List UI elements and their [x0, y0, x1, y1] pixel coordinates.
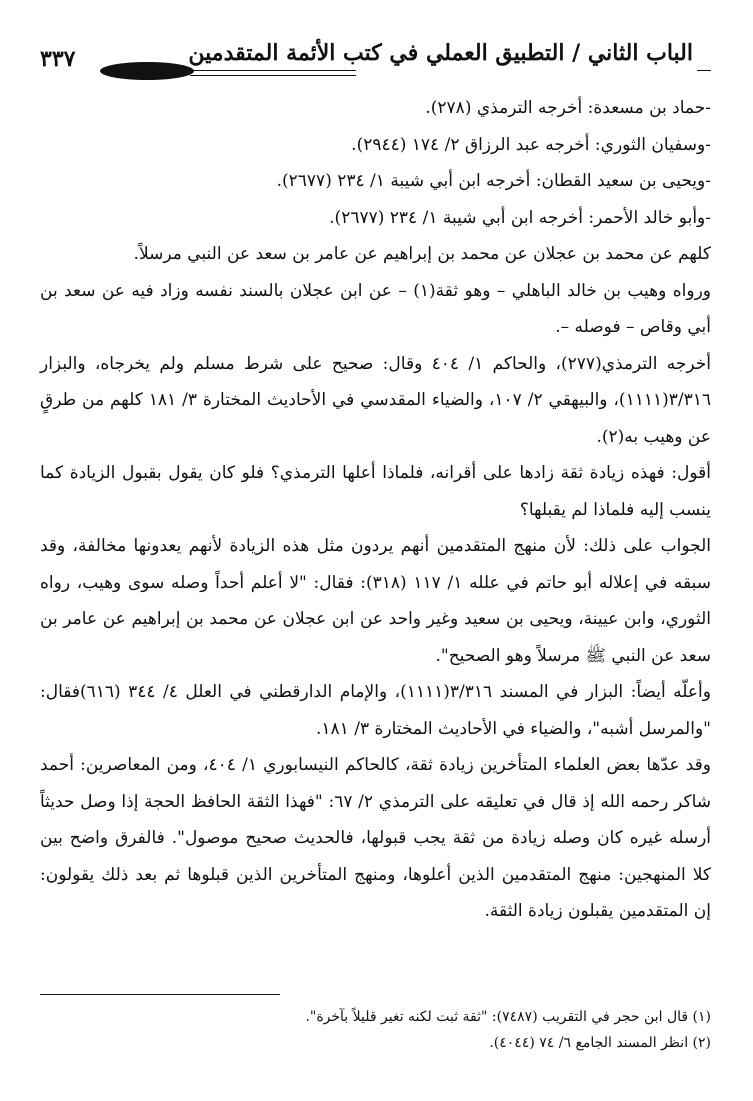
page-number: ٣٣٧: [40, 46, 76, 72]
header-ornament: [100, 62, 194, 80]
bullet-abu-khalid: -وأبو خالد الأحمر: أخرجه ابن أبي شيبة ١/ ٢٣٤ (٢٦٧٧).: [329, 207, 711, 228]
running-header: [40, 40, 711, 88]
paragraph-also-flagged: وأعلّه أيضاً: البزار في المسند ٣/٣١٦(١١١١)، والإمام الدارقطني في العلل ٤/ ٣٤٤ (٦١٦)فقال: "والمرسل أشبه"، والضياء في الأحاديث المختارة ٣/ ١٨١.: [40, 682, 711, 739]
header-rule-right: [697, 70, 711, 71]
main-text: [40, 90, 711, 930]
header-title: الباب الثاني / التطبيق العملي في كتب الأئمة المتقدمين: [188, 40, 693, 66]
bullet-yahya: -ويحيى بن سعيد القطان: أخرجه ابن أبي شيبة ١/ ٢٣٤ (٢٦٧٧).: [276, 171, 711, 191]
book-page: [40, 0, 711, 1101]
footnotes: [40, 1004, 711, 1056]
paragraph-later-scholars: وقد عدّها بعض العلماء المتأخرين زيادة ثقة، كالحاكم النيسابوري ١/ ٤٠٤، ومن المعاصرين: أحمد شاكر رحمه الله إذ قال في تعليقه على الترمذي ٢/ ٦٧: "فهذا الثقة الحافظ الحجة إذا وصل حديثاً أرسله غيره كان وصله زيادة من ثقة يجب قبولها، فالحديث صحيح موصول". فالفرق واضح بين كلا المنهجين: منهج المتقدمين الذين أعلوها، ومنهج المتأخرين الذين قبلوها ثم بعد ذلك يقولون: إن المتقدمين يقبلون زيادة الثقة.: [40, 755, 712, 921]
bullet-sufyan: -وسفيان الثوري: أخرجه عبد الرزاق ٢/ ١٧٤ (٢٩٤٤).: [351, 134, 711, 155]
paragraph-wuhayb: ورواه وهيب بن خالد الباهلي – وهو ثقة(١) – عن ابن عجلان بالسند نفسه وزاد فيه عن سعد بن أبي وقاص – فوصله –.: [40, 280, 711, 337]
footnote-1: (١) قال ابن حجر في التقريب (٧٤٨٧): "ثقة ثبت لكنه تغير قليلاً بآخرة".: [305, 1009, 711, 1025]
footnote-2: (٢) انظر المسند الجامع ٦/ ٧٤ (٤٠٤٤).: [489, 1035, 711, 1051]
paragraph-all-of-them: كلهم عن محمد بن عجلان عن محمد بن إبراهيم عن عامر بن سعد عن النبي مرسلاً.: [133, 244, 711, 264]
footnote-separator: [40, 994, 280, 995]
paragraph-answer: الجواب على ذلك: لأن منهج المتقدمين أنهم يردون مثل هذه الزيادة لأنهم يعدونها مخالفة، وقد سبقه في إعلاله أبو حاتم في علله ١/ ١١٧ (٣١٨): فقال: "لا أعلم أحداً وصله سوى وهيب، رواه الثوري، وابن عيينة، ويحيى بن سعيد وغير واحد عن ابن عجلان عن محمد بن إبراهيم عن عامر بن سعد عن النبي ﷺ مرسلاً وهو الصحيح".: [40, 536, 712, 666]
paragraph-aqul: أقول: فهذه زيادة ثقة زادها على أقرانه، فلماذا أعلها الترمذي؟ فلو كان يقول بقبول الزيادة كما ينسب إليه فلماذا لم يقبلها؟: [40, 463, 711, 520]
bullet-hammad: -حماد بن مسعدة: أخرجه الترمذي (٢٧٨).: [425, 98, 711, 118]
paragraph-takhrij: أخرجه الترمذي(٢٧٧)، والحاكم ١/ ٤٠٤ وقال: صحيح على شرط مسلم ولم يخرجاه، والبزار ٣/٣١٦(١١١١)، والبيهقي ٢/ ١٠٧، والضياء المقدسي في الأحاديث المختارة ٣/ ١٨١ كلهم من طرقٍ عن وهيب به(٢).: [40, 353, 711, 447]
header-rule-left-lower: [190, 75, 356, 76]
header-rule-left: [190, 70, 356, 71]
